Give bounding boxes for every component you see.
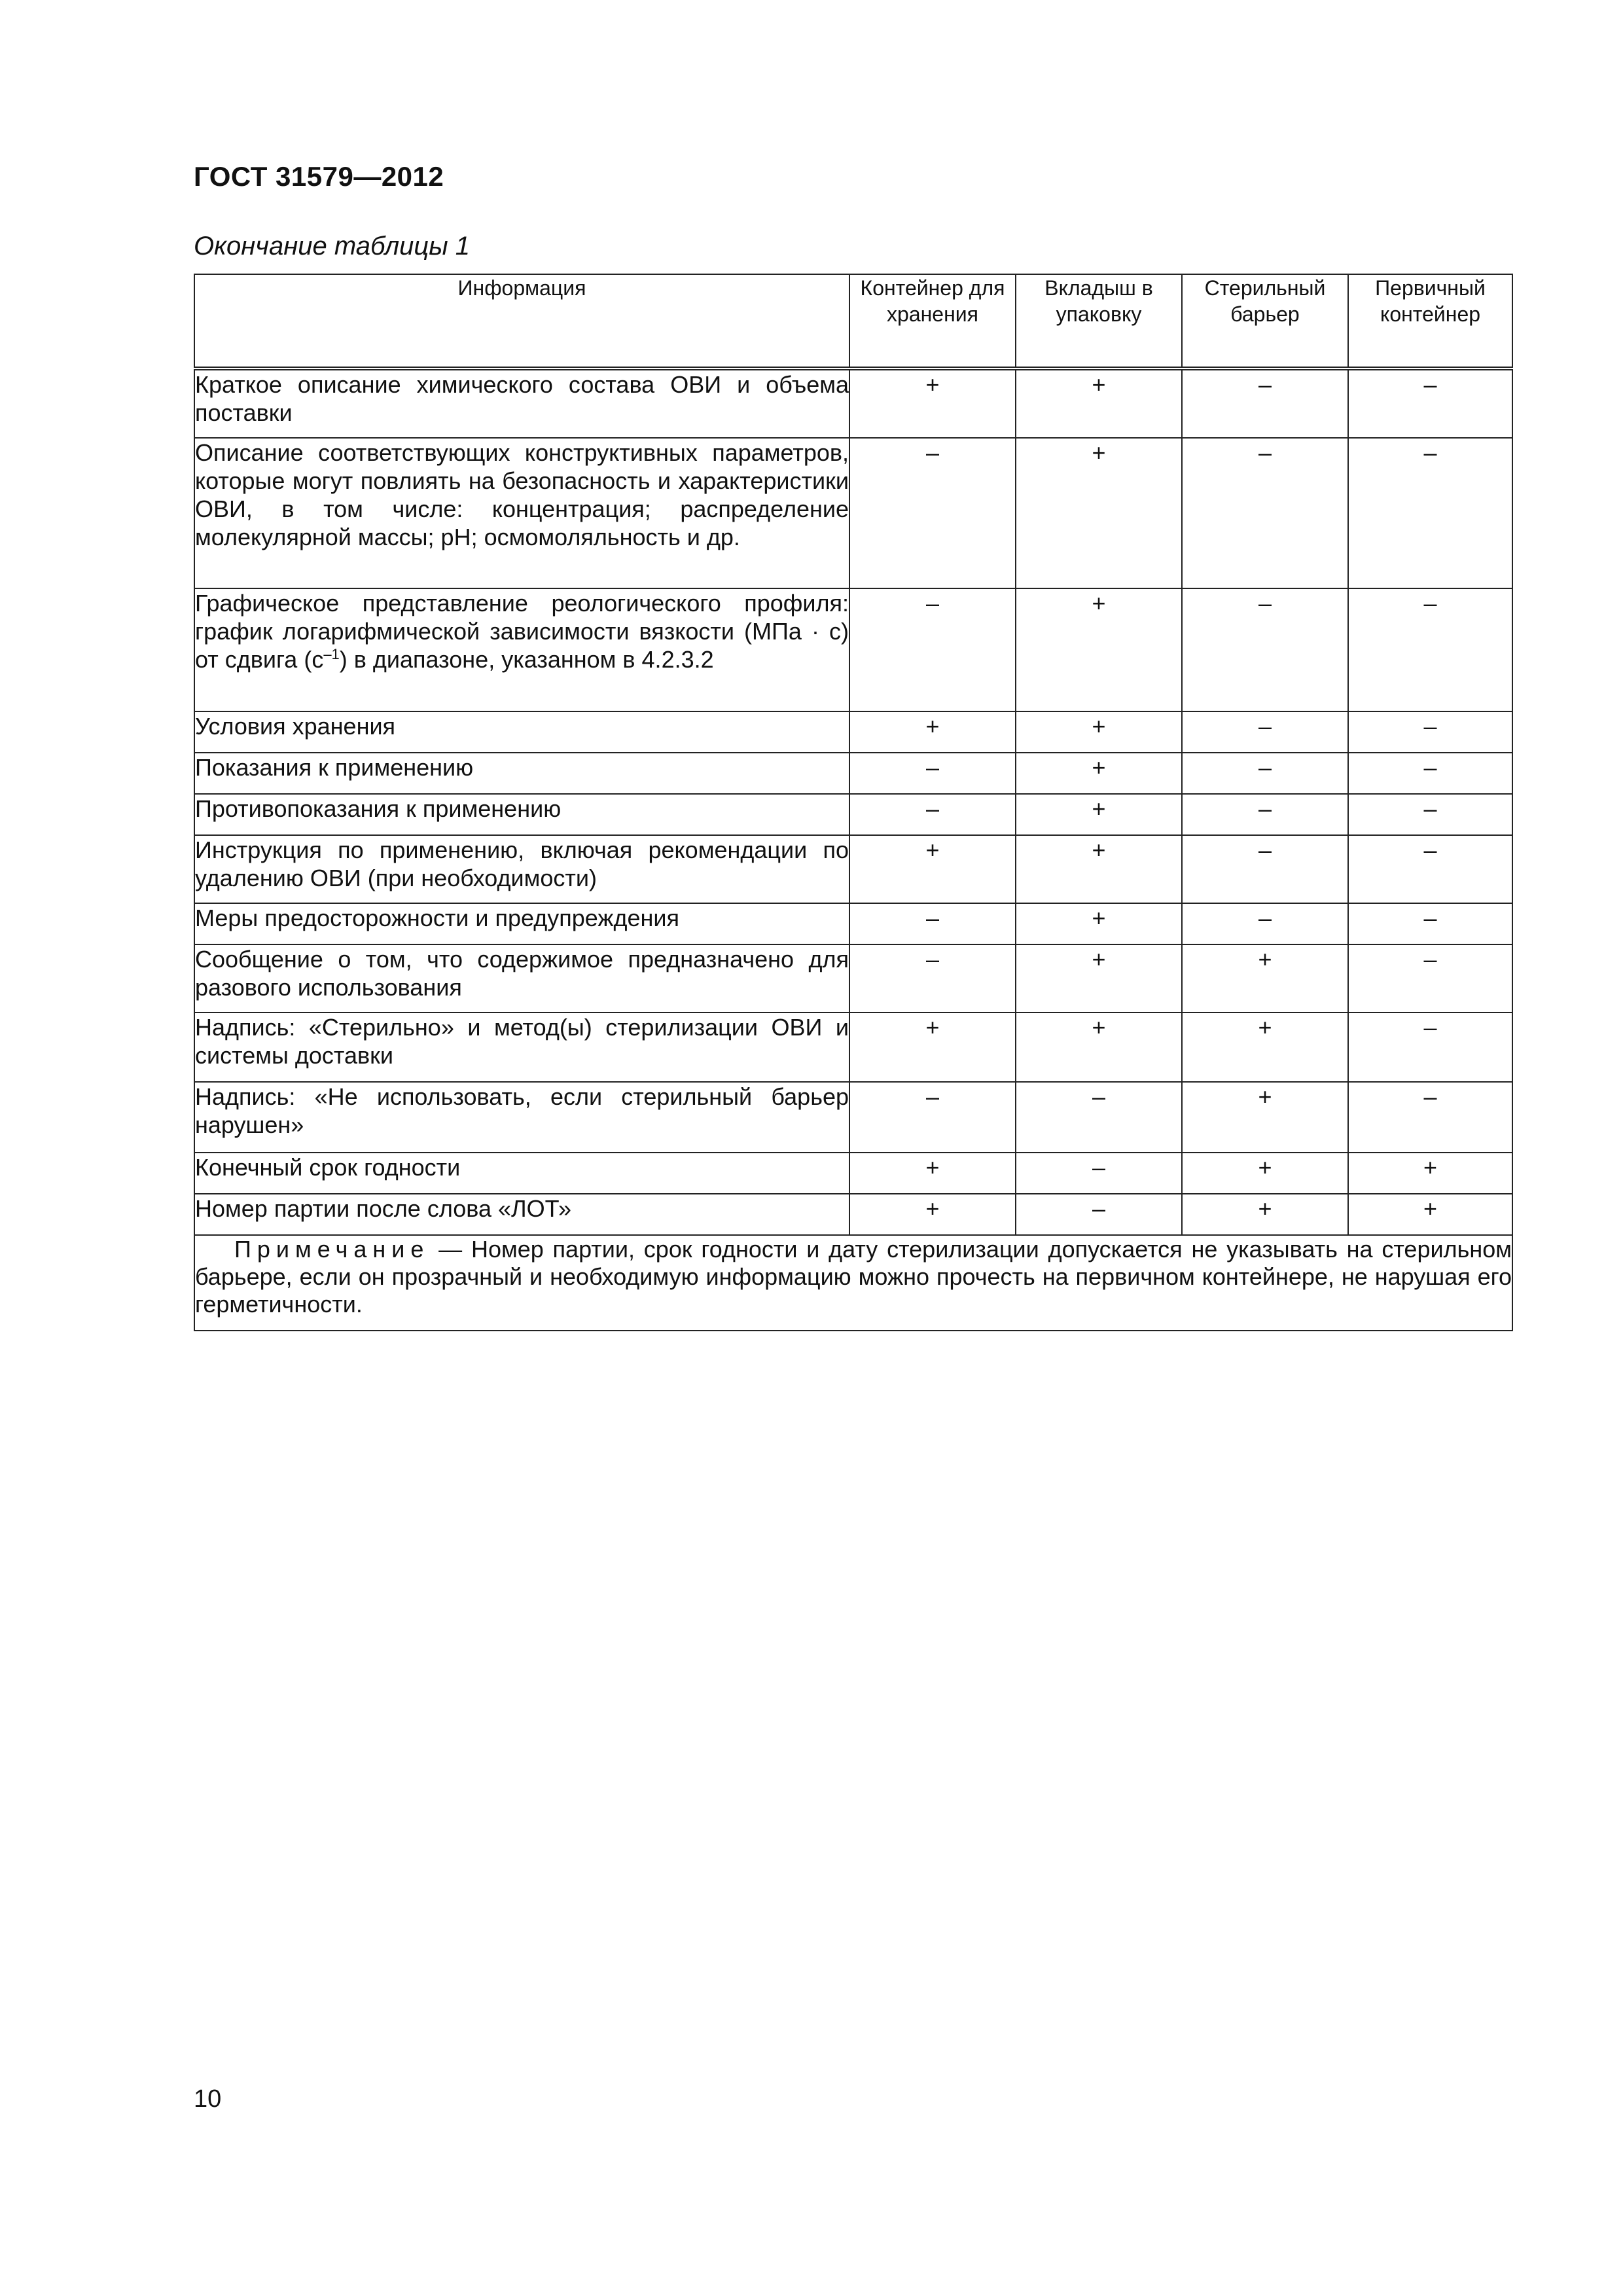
row-info: Номер партии после слова «ЛОТ» (194, 1194, 849, 1235)
requirements-table (194, 274, 1513, 1331)
row-mark: + (1182, 944, 1348, 1013)
note-label: Примечание (234, 1236, 430, 1263)
row-info-text: Графическое представление реологического профиля: график логарифмической зависимости вязкости (МПа · с) от сдвига (с (195, 590, 849, 673)
row-mark: – (1182, 753, 1348, 794)
table-note-row (194, 1235, 1512, 1331)
row-info: Противопоказания к применению (194, 794, 849, 835)
row-info: Надпись: «Не использовать, если стерильный барьер нарушен» (194, 1082, 849, 1153)
row-mark: – (1182, 588, 1348, 711)
table-row (194, 1153, 1512, 1194)
table-row (194, 711, 1512, 753)
row-mark: + (1182, 1153, 1348, 1194)
row-mark: + (1182, 1194, 1348, 1235)
row-info: Надпись: «Стерильно» и метод(ы) стерилизации ОВИ и системы доставки (194, 1013, 849, 1082)
row-mark: + (1016, 903, 1182, 944)
row-info: Показания к применению (194, 753, 849, 794)
row-info: Краткое описание химического состава ОВИ и объема поставки (194, 368, 849, 438)
column-header-information: Информация (194, 274, 849, 368)
table-row (194, 1013, 1512, 1082)
page-number: 10 (194, 2085, 222, 2113)
row-mark: – (1182, 438, 1348, 588)
row-mark: – (1348, 588, 1512, 711)
row-mark: – (849, 903, 1016, 944)
row-mark: – (1182, 794, 1348, 835)
table-caption: Окончание таблицы 1 (194, 232, 471, 260)
table-row (194, 753, 1512, 794)
table-row (194, 835, 1512, 903)
row-mark: + (1182, 1082, 1348, 1153)
table-header-row (194, 274, 1512, 368)
row-mark: – (1016, 1082, 1182, 1153)
row-mark: – (849, 438, 1016, 588)
table-row (194, 1194, 1512, 1235)
row-mark: – (849, 1082, 1016, 1153)
table-note (194, 1235, 1512, 1331)
row-mark: – (1348, 753, 1512, 794)
row-info: Меры предосторожности и предупреждения (194, 903, 849, 944)
row-mark: + (1016, 753, 1182, 794)
row-mark: – (1348, 794, 1512, 835)
row-info-text: ) в диапазоне, указанном в 4.2.3.2 (339, 646, 714, 673)
row-mark: – (1348, 368, 1512, 438)
row-mark: + (1016, 944, 1182, 1013)
table-row (194, 794, 1512, 835)
row-mark: – (1348, 1013, 1512, 1082)
row-info (194, 588, 849, 711)
row-mark: + (1016, 711, 1182, 753)
row-mark: + (849, 1194, 1016, 1235)
row-mark: – (1348, 903, 1512, 944)
row-mark: – (1348, 438, 1512, 588)
row-mark: + (1016, 794, 1182, 835)
row-mark: – (849, 944, 1016, 1013)
row-info: Конечный срок годности (194, 1153, 849, 1194)
row-info: Описание соответствующих конструктивных параметров, которые могут повлиять на безопасность и характеристики ОВИ, в том числе: концентрация; распределение молекулярной массы; pH; осмомоляльность и др. (194, 438, 849, 588)
row-mark: + (1348, 1153, 1512, 1194)
row-mark: + (849, 1013, 1016, 1082)
row-mark: – (1182, 903, 1348, 944)
row-mark: – (849, 753, 1016, 794)
row-mark: + (1016, 368, 1182, 438)
row-mark: – (1348, 835, 1512, 903)
row-mark: – (1182, 711, 1348, 753)
row-mark: – (1016, 1194, 1182, 1235)
column-header-sterile-barrier: Стерильный барьер (1182, 274, 1348, 368)
row-mark: – (1016, 1153, 1182, 1194)
table-row (194, 438, 1512, 588)
row-mark: – (1348, 944, 1512, 1013)
row-mark: – (1182, 368, 1348, 438)
row-mark: + (1016, 1013, 1182, 1082)
row-mark: – (849, 588, 1016, 711)
row-info: Инструкция по применению, включая рекомендации по удалению ОВИ (при необходимости) (194, 835, 849, 903)
row-mark: + (1182, 1013, 1348, 1082)
row-info: Сообщение о том, что содержимое предназначено для разового использования (194, 944, 849, 1013)
row-info: Условия хранения (194, 711, 849, 753)
row-mark: – (1182, 835, 1348, 903)
row-mark: + (1016, 835, 1182, 903)
row-mark: + (849, 835, 1016, 903)
table-row (194, 944, 1512, 1013)
row-mark: + (1016, 438, 1182, 588)
row-mark: + (849, 368, 1016, 438)
row-mark: + (1348, 1194, 1512, 1235)
row-mark: + (1016, 588, 1182, 711)
row-mark: + (849, 1153, 1016, 1194)
row-info-superscript: –1 (323, 646, 340, 662)
column-header-storage-container: Контейнер для хранения (849, 274, 1016, 368)
column-header-package-insert: Вкладыш в упаковку (1016, 274, 1182, 368)
row-mark: – (1348, 1082, 1512, 1153)
note-text: — Номер партии, срок годности и дату стерилизации допускается не указывать на стерильном барьере, если он прозрачный и необходимую информацию можно прочесть на первичном контейнере, не нарушая его герметичности. (195, 1236, 1512, 1318)
table-row (194, 368, 1512, 438)
column-header-primary-container: Первичный контейнер (1348, 274, 1512, 368)
row-mark: + (849, 711, 1016, 753)
row-mark: – (849, 794, 1016, 835)
table-row (194, 588, 1512, 711)
table-row (194, 1082, 1512, 1153)
table-row (194, 903, 1512, 944)
document-code: ГОСТ 31579—2012 (194, 161, 444, 192)
row-mark: – (1348, 711, 1512, 753)
